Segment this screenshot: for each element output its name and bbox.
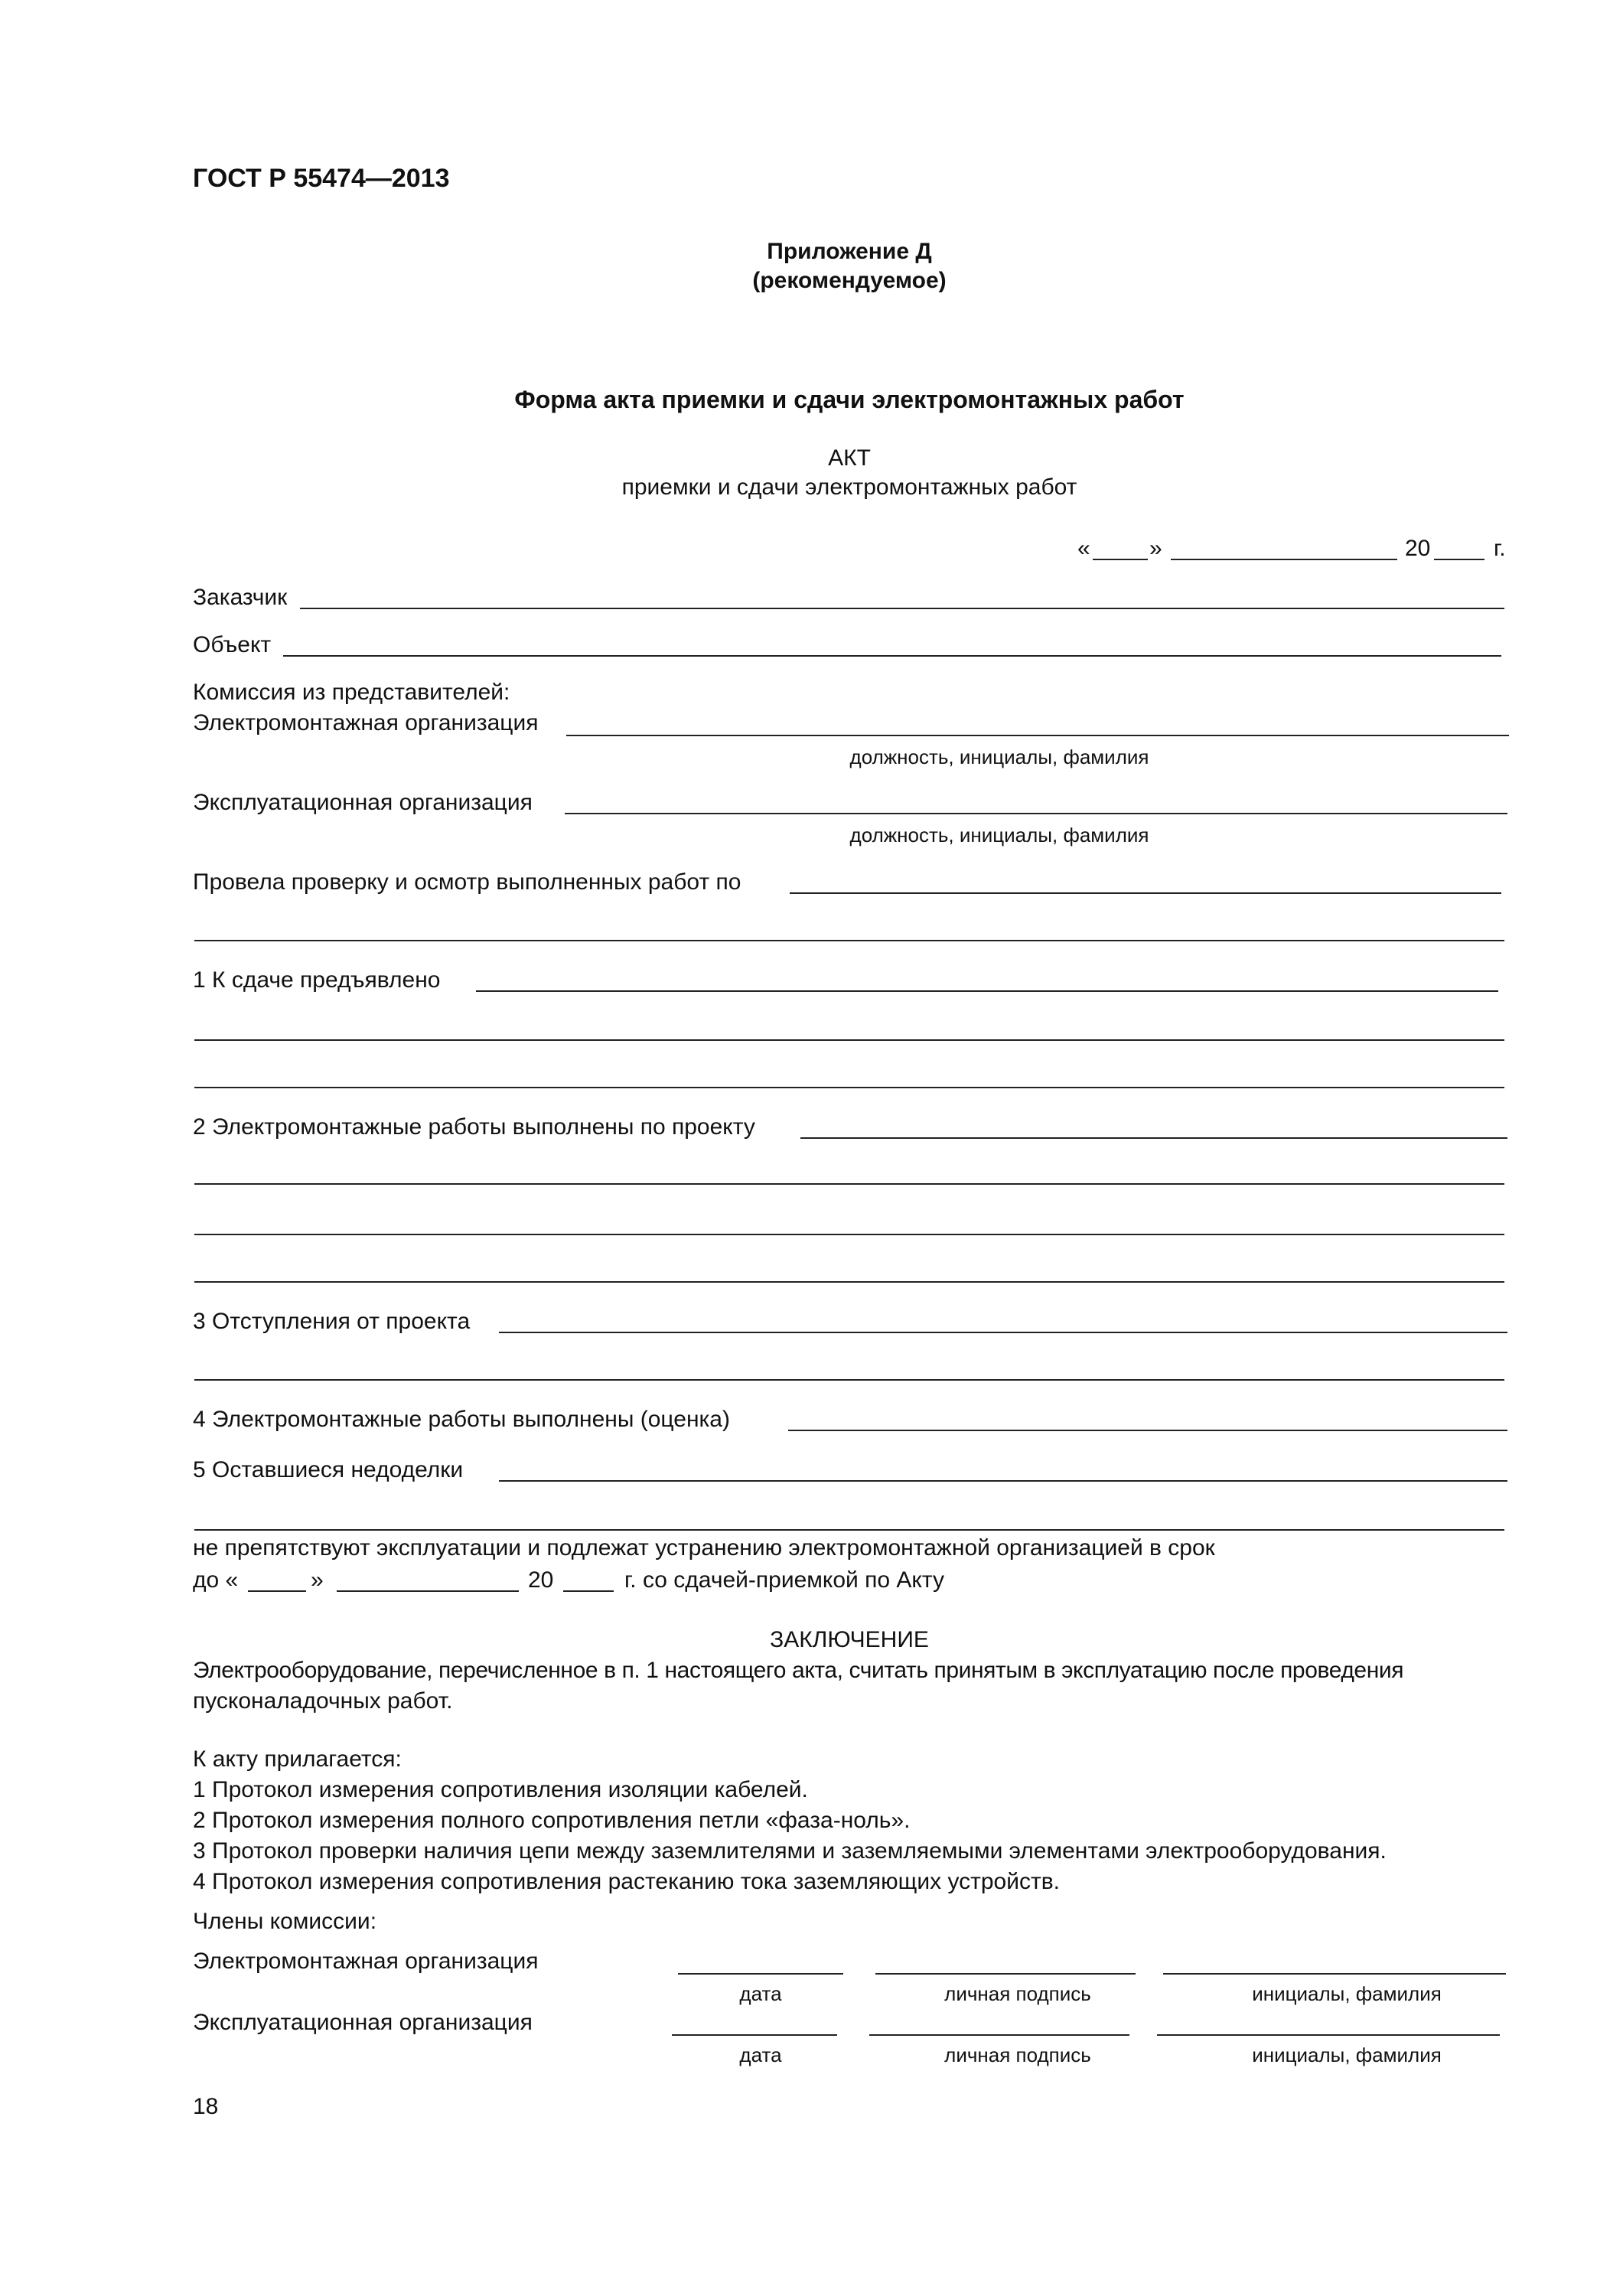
deadline-prefix: до « (193, 1567, 239, 1593)
inspection-label: Провела проверку и осмотр выполненных работ по (193, 869, 741, 895)
deadline-month-field[interactable] (337, 1590, 519, 1592)
members-title: Члены комиссии: (193, 1909, 377, 1934)
appendix-title: Приложение Д (767, 239, 932, 264)
item-3-field-line-2[interactable] (194, 1379, 1504, 1381)
attachment-item-3: 3 Протокол проверки наличия цепи между заземлителями и заземляемыми элементами электрооборудования. (193, 1838, 1387, 1864)
item-3-label: 3 Отступления от проекта (193, 1309, 471, 1334)
appendix-subtitle: (рекомендуемое) (752, 268, 947, 293)
item-5-label: 5 Оставшиеся недоделки (193, 1457, 464, 1482)
month-field[interactable] (1171, 559, 1397, 560)
exploit-date-caption: дата (739, 2043, 782, 2066)
date-close-quote: » (1149, 536, 1162, 561)
deadline-quote-close: » (311, 1567, 324, 1593)
day-field[interactable] (1093, 559, 1148, 560)
item-3-field[interactable] (499, 1332, 1507, 1333)
exploit-name-caption: инициалы, фамилия (1252, 2043, 1442, 2066)
conclusion-title: ЗАКЛЮЧЕНИЕ (770, 1627, 929, 1652)
item-2-label: 2 Электромонтажные работы выполнены по проекту (193, 1114, 755, 1140)
date-open-quote: « (1077, 536, 1090, 561)
item-2-field-line-3[interactable] (194, 1234, 1504, 1235)
item-2-field-line-2[interactable] (194, 1183, 1504, 1185)
standard-number: ГОСТ Р 55474—2013 (193, 164, 450, 193)
defects-note: не препятствуют эксплуатации и подлежат устранению электромонтажной организацией в срок (193, 1535, 1215, 1561)
electro-date-field[interactable] (678, 1973, 843, 1975)
object-field[interactable] (283, 655, 1501, 657)
exploit-org-label: Эксплуатационная организация (193, 790, 533, 815)
item-5-field[interactable] (499, 1480, 1507, 1482)
act-title: АКТ (828, 445, 871, 471)
customer-field[interactable] (300, 608, 1504, 609)
item-4-label: 4 Электромонтажные работы выполнены (оценка) (193, 1407, 730, 1432)
electro-org-field[interactable] (566, 735, 1509, 736)
deadline-year-field[interactable] (563, 1590, 614, 1592)
form-title: Форма акта приемки и сдачи электромонтажных работ (514, 386, 1185, 413)
item-5-field-line-2[interactable] (194, 1529, 1504, 1531)
year-suffix: г. (1494, 536, 1506, 561)
exploit-org-field[interactable] (565, 813, 1507, 814)
inspection-field-line-2[interactable] (194, 940, 1504, 941)
item-1-field-line-2[interactable] (194, 1039, 1504, 1041)
exploit-name-field[interactable] (1157, 2034, 1500, 2036)
item-1-field[interactable] (476, 990, 1498, 992)
item-1-label: 1 К сдаче предъявлено (193, 967, 441, 993)
electro-org-hint: должность, инициалы, фамилия (849, 745, 1149, 768)
inspection-field[interactable] (790, 892, 1501, 894)
electro-name-caption: инициалы, фамилия (1252, 1982, 1442, 2005)
exploit-date-field[interactable] (672, 2034, 837, 2036)
members-electro-org-label: Электромонтажная организация (193, 1949, 539, 1974)
electro-signature-caption: личная подпись (944, 1982, 1091, 2005)
year-field[interactable] (1434, 559, 1484, 560)
deadline-day-field[interactable] (248, 1590, 306, 1592)
attachment-item-2: 2 Протокол измерения полного сопротивления петли «фаза-ноль». (193, 1808, 911, 1833)
electro-date-caption: дата (739, 1982, 782, 2005)
item-4-field[interactable] (788, 1430, 1507, 1431)
attachments-title: К акту прилагается: (193, 1746, 402, 1772)
attachment-item-4: 4 Протокол измерения сопротивления растеканию тока заземляющих устройств. (193, 1869, 1060, 1894)
exploit-signature-field[interactable] (869, 2034, 1129, 2036)
item-2-field-line-4[interactable] (194, 1281, 1504, 1283)
commission-label: Комиссия из представителей: (193, 680, 510, 705)
electro-org-label: Электромонтажная организация (193, 710, 539, 735)
attachment-item-1: 1 Протокол измерения сопротивления изоляции кабелей. (193, 1777, 808, 1802)
object-label: Объект (193, 632, 272, 657)
deadline-suffix: г. со сдачей-приемкой по Акту (624, 1567, 944, 1593)
exploit-org-hint: должность, инициалы, фамилия (849, 823, 1149, 846)
members-exploit-org-label: Эксплуатационная организация (193, 2010, 533, 2035)
act-subtitle: приемки и сдачи электромонтажных работ (621, 475, 1077, 500)
item-1-field-line-3[interactable] (194, 1087, 1504, 1088)
customer-label: Заказчик (193, 585, 288, 610)
conclusion-line-1: Электрооборудование, перечисленное в п. 1 настоящего акта, считать принятым в эксплуатацию после проведения (193, 1658, 1404, 1683)
conclusion-line-2: пусконаладочных работ. (193, 1688, 453, 1714)
deadline-year: 20 (528, 1567, 554, 1593)
item-2-field[interactable] (800, 1137, 1507, 1139)
year-prefix: 20 (1405, 536, 1431, 561)
page-number: 18 (193, 2094, 219, 2119)
exploit-signature-caption: личная подпись (944, 2043, 1091, 2066)
electro-signature-field[interactable] (875, 1973, 1136, 1975)
electro-name-field[interactable] (1163, 1973, 1506, 1975)
